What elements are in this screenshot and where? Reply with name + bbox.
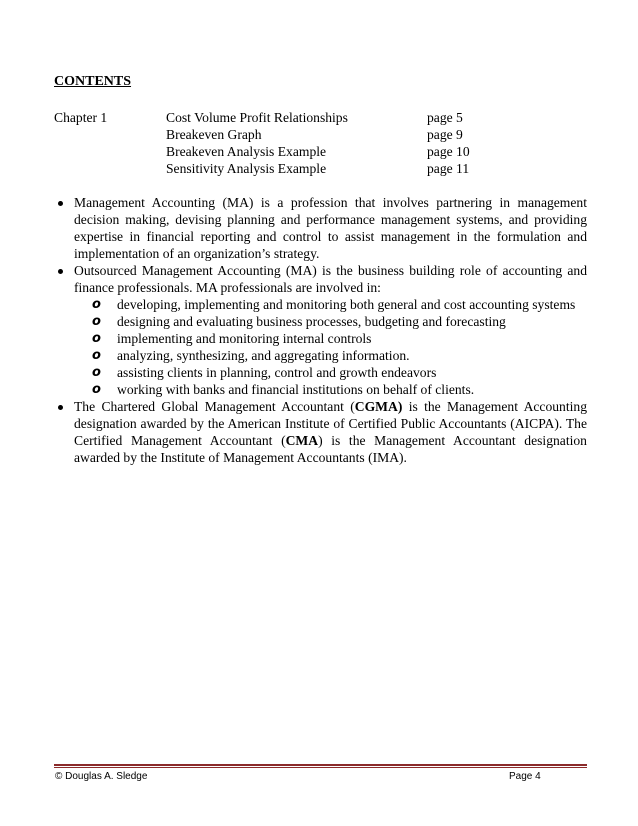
sub-bullet-list: [74, 296, 587, 398]
toc-chapter: Chapter 1: [54, 110, 108, 125]
circle-bullet-icon: o: [92, 331, 101, 346]
sub-bullet-item: [74, 364, 587, 381]
cma-term: CMA: [285, 433, 319, 448]
bullet-dot-icon: [58, 269, 63, 274]
table-of-contents: [54, 109, 584, 177]
contents-heading: CONTENTS: [54, 74, 132, 89]
toc-title: Cost Volume Profit Relationships: [166, 110, 348, 125]
cgma-term: CGMA): [354, 399, 403, 414]
footer-divider: [54, 767, 587, 768]
circle-bullet-icon: o: [92, 314, 101, 329]
toc-page: page 11: [427, 161, 470, 176]
bullet-text: is the Management Accounting designation awarded by the American Institute of Certified Public Accountants (AICPA). The Certified Management Accountant (: [74, 399, 587, 448]
toc-row: [54, 143, 584, 160]
footer-page-number: Page 4: [509, 771, 541, 782]
bullet-dot-icon: [58, 201, 63, 206]
sub-bullet-item: [74, 347, 587, 364]
sub-bullet-text: implementing and monitoring internal controls: [117, 331, 372, 346]
bullet-text: Management Accounting (MA) is a profession that involves partnering in management decision making, devising planning and performance management systems, and providing expertise in financial reporting and control to assist management in the formulation and implementation of an organization’s strategy.: [74, 195, 587, 261]
toc-page: page 10: [427, 144, 470, 159]
bullet-item: [54, 194, 587, 262]
toc-page: page 5: [427, 110, 463, 125]
sub-bullet-text: assisting clients in planning, control and growth endeavors: [117, 365, 437, 380]
circle-bullet-icon: o: [92, 382, 101, 397]
circle-bullet-icon: o: [92, 297, 101, 312]
sub-bullet-text: designing and evaluating business processes, budgeting and forecasting: [117, 314, 506, 329]
toc-row: [54, 126, 584, 143]
sub-bullet-item: [74, 313, 587, 330]
sub-bullet-item: [74, 330, 587, 347]
bullet-item: [54, 398, 587, 466]
bullet-dot-icon: [58, 405, 63, 410]
toc-row: [54, 160, 584, 177]
circle-bullet-icon: o: [92, 365, 101, 380]
circle-bullet-icon: o: [92, 348, 101, 363]
bullet-list: [54, 194, 587, 466]
bullet-item: [54, 262, 587, 398]
toc-title: Sensitivity Analysis Example: [166, 161, 327, 176]
footer-divider: [54, 764, 587, 766]
toc-title: Breakeven Graph: [166, 127, 262, 142]
footer-author: © Douglas A. Sledge: [55, 771, 148, 782]
sub-bullet-text: analyzing, synthesizing, and aggregating information.: [117, 348, 410, 363]
sub-bullet-item: [74, 296, 587, 313]
toc-page: page 9: [427, 127, 463, 142]
toc-row: [54, 109, 584, 126]
toc-title: Breakeven Analysis Example: [166, 144, 327, 159]
bullet-text: ) is the Management Accountant designation awarded by the Institute of Management Accountants (IMA).: [74, 433, 587, 465]
sub-bullet-text: developing, implementing and monitoring both general and cost accounting systems: [117, 297, 576, 312]
bullet-text: Outsourced Management Accounting (MA) is the business building role of accounting and finance professionals. MA professionals are involved in:: [74, 263, 587, 295]
sub-bullet-item: [74, 381, 587, 398]
sub-bullet-text: working with banks and financial institutions on behalf of clients.: [117, 382, 475, 397]
bullet-text: The Chartered Global Management Accountant (: [74, 399, 355, 414]
